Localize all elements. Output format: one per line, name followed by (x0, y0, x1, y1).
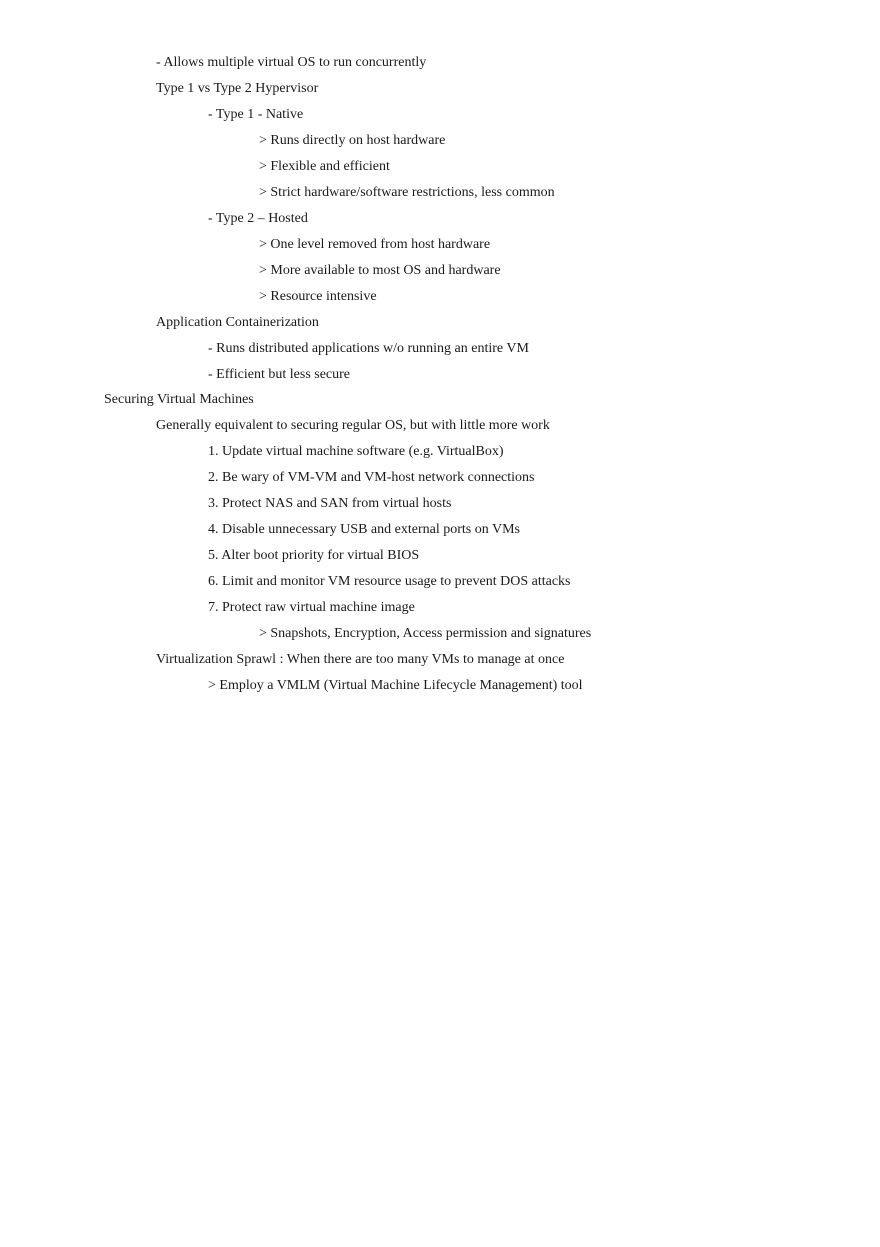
sub-bullet-more-available: > More available to most OS and hardware (259, 263, 501, 278)
sub-bullet-resource-intensive: > Resource intensive (259, 289, 377, 304)
list-item-5: 5. Alter boot priority for virtual BIOS (208, 548, 420, 563)
list-item-7: 7. Protect raw virtual machine image (208, 600, 415, 615)
heading-securing-vms: Securing Virtual Machines (104, 392, 254, 407)
bullet-type2-hosted: - Type 2 – Hosted (208, 211, 308, 226)
sub-bullet-runs-directly: > Runs directly on host hardware (259, 133, 446, 148)
sub-bullet-employ-vmlm: > Employ a VMLM (Virtual Machine Lifecycle Management) tool (208, 678, 583, 693)
paragraph-virtualization-sprawl: Virtualization Sprawl : When there are too many VMs to manage at once (156, 652, 565, 667)
list-item-4: 4. Disable unnecessary USB and external ports on VMs (208, 522, 520, 537)
list-item-6: 6. Limit and monitor VM resource usage to prevent DOS attacks (208, 574, 571, 589)
sub-bullet-strict-restrictions: > Strict hardware/software restrictions, less common (259, 185, 555, 200)
list-item-1: 1. Update virtual machine software (e.g. VirtualBox) (208, 444, 504, 459)
heading-hypervisor-types: Type 1 vs Type 2 Hypervisor (156, 81, 319, 96)
bullet-allows-multiple-os: - Allows multiple virtual OS to run concurrently (156, 55, 427, 70)
sub-bullet-snapshots: > Snapshots, Encryption, Access permission and signatures (259, 626, 592, 641)
bullet-efficient-less-secure: - Efficient but less secure (208, 367, 351, 382)
paragraph-generally-equivalent: Generally equivalent to securing regular OS, but with little more work (156, 418, 550, 433)
sub-bullet-one-level-removed: > One level removed from host hardware (259, 237, 491, 252)
list-item-3: 3. Protect NAS and SAN from virtual hosts (208, 496, 452, 511)
list-item-2: 2. Be wary of VM-VM and VM-host network connections (208, 470, 535, 485)
heading-app-containerization: Application Containerization (156, 315, 319, 330)
bullet-type1-native: - Type 1 - Native (208, 107, 304, 122)
sub-bullet-flexible: > Flexible and efficient (259, 159, 390, 174)
bullet-runs-distributed-apps: - Runs distributed applications w/o running an entire VM (208, 341, 529, 356)
